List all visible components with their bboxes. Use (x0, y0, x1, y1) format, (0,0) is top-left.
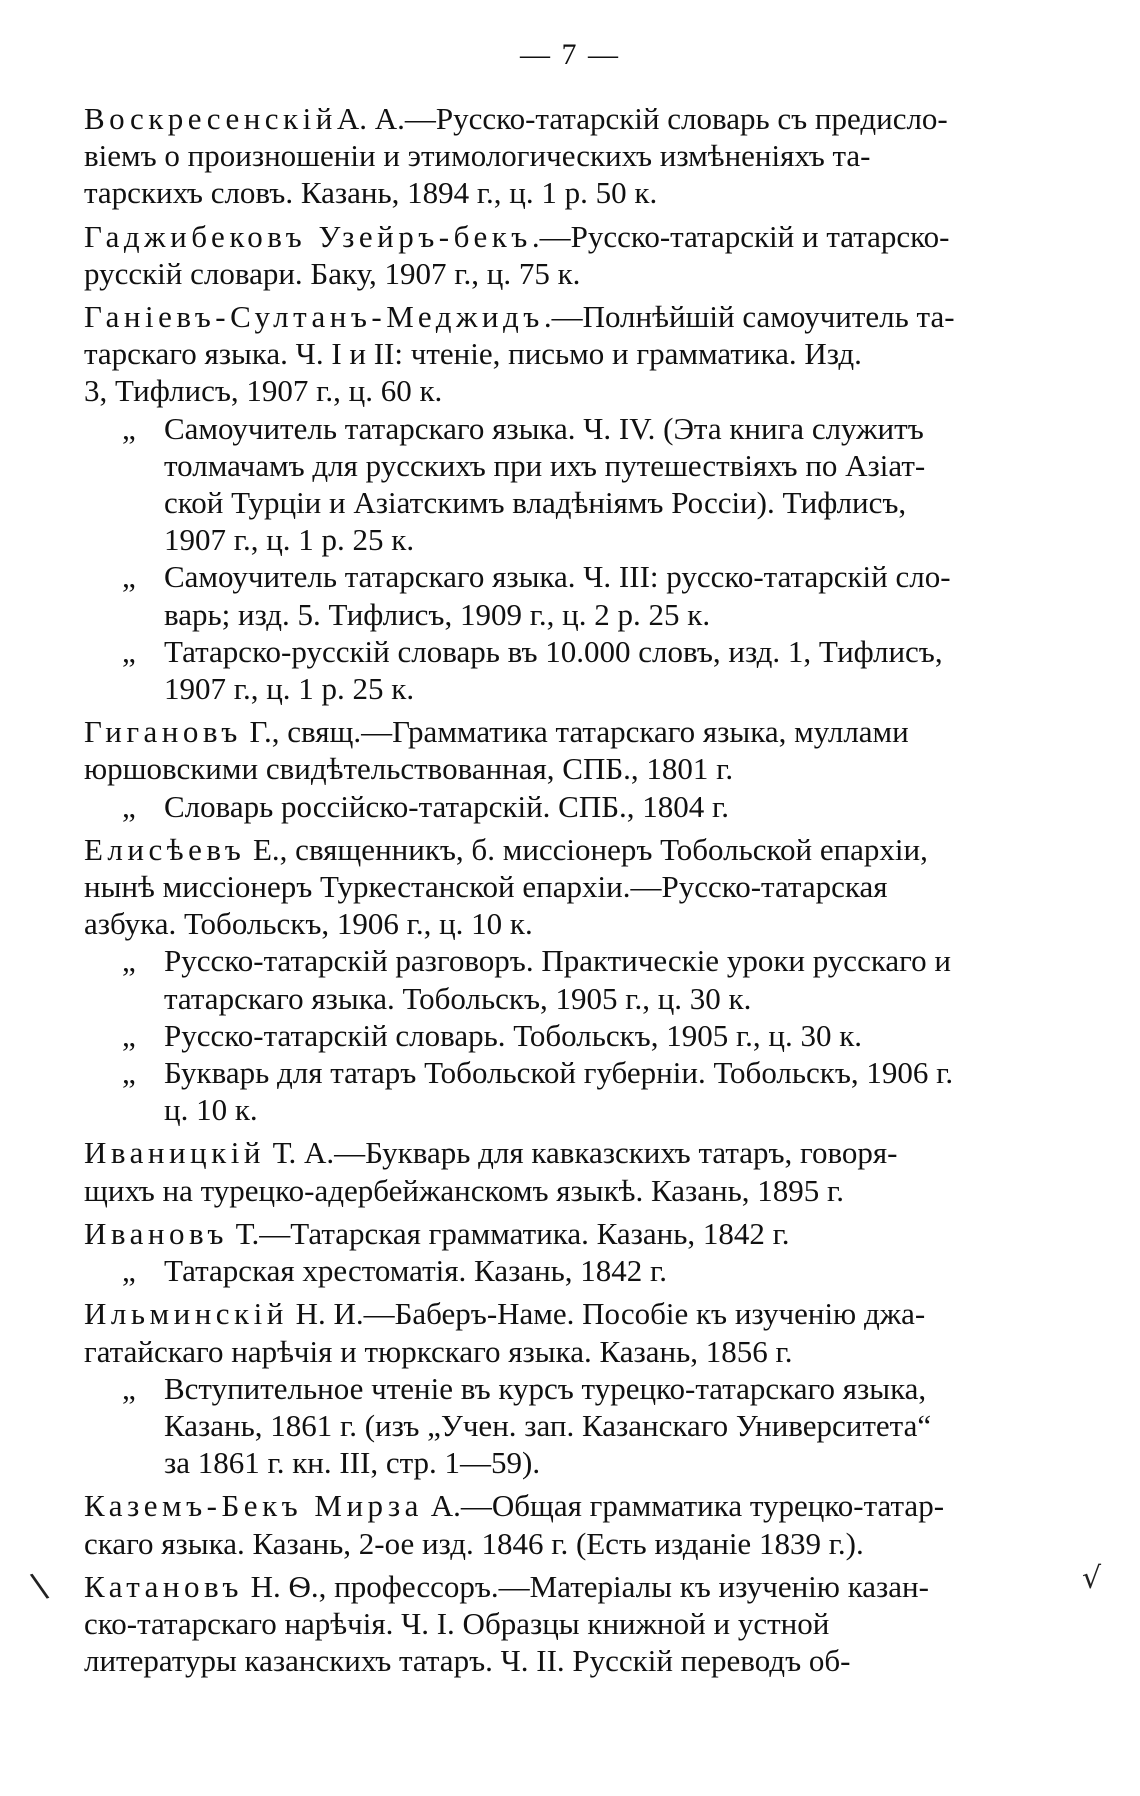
bibliography-entry (84, 713, 1074, 825)
entry-line (84, 713, 1074, 750)
entry-text: Т. А.—Букварь для кавказскихъ татаръ, говоря- (264, 1135, 898, 1171)
entry-author: Гаджибековъ Узейръ-бекъ (84, 218, 532, 254)
sub-entry (84, 1054, 1074, 1128)
entry-line: азбука. Тобольскъ, 1906 г., ц. 10 к. (84, 906, 533, 942)
sub-entry-line: Русско-татарскій разговоръ. Практическіе уроки русскаго и (164, 943, 951, 979)
entry-text: .—Русско-татарскій и татарско- (531, 218, 950, 254)
sub-entry-line: 1907 г., ц. 1 р. 25 к. (164, 671, 415, 707)
sub-entry-line: толмачамъ для русскихъ при ихъ путешествіяхъ по Азіат- (164, 447, 926, 483)
entry-line: щихъ на турецко-адербейжанскомъ языкѣ. Казань, 1895 г. (84, 1172, 844, 1208)
entry-line (84, 1215, 1074, 1252)
entry-line: литературы казанскихъ татаръ. Ч. II. Русскій переводъ об- (84, 1643, 851, 1679)
sub-entry (84, 558, 1074, 632)
sub-entry (84, 1370, 1074, 1482)
entry-line (84, 1568, 1074, 1605)
entry-line: нынѣ миссіонеръ Туркестанской епархіи.—Русско-татарская (84, 869, 888, 905)
sub-entry-line: Букварь для татаръ Тобольской губерніи. Тобольскъ, 1906 г. (164, 1055, 954, 1091)
bibliography-entry (84, 1487, 1074, 1561)
entry-line: юршовскими свидѣтельствованная, СПБ., 1801 г. (84, 751, 734, 787)
entry-author: Воскресенскій (84, 101, 337, 136)
pencil-checkmark-right: √ (1082, 1561, 1102, 1596)
sub-entry (84, 410, 1074, 559)
entry-text: Н. Ѳ., профессоръ.—Матеріалы къ изученію казан- (242, 1568, 929, 1604)
sub-entry-line: Казань, 1861 г. (изъ „Учен. зап. Казанскаго Университета“ (164, 1407, 932, 1443)
ditto-mark: „ (122, 788, 136, 824)
bibliography-entry (84, 218, 1074, 292)
sub-entry (84, 1252, 1074, 1289)
entry-line: віемъ о произношеніи и этимологическихъ измѣненіяхъ та- (84, 138, 871, 174)
entry-text: .—Полнѣйшій самоучитель та- (543, 299, 955, 335)
entry-line: скаго языка. Казань, 2-ое изд. 1846 г. (Есть изданіе 1839 г.). (84, 1525, 864, 1561)
entry-line (84, 298, 1074, 335)
pencil-mark-left: \ (27, 1565, 52, 1607)
bibliography-entry (84, 1568, 1074, 1680)
ditto-mark: „ (122, 410, 136, 446)
entry-line (84, 1295, 1074, 1332)
page-number: — 7 — (520, 38, 620, 71)
ditto-mark: „ (122, 1370, 136, 1406)
entry-author: Каземъ-Бекъ Мирза (84, 1488, 423, 1524)
entry-text: Г., свящ.—Грамматика татарскаго языка, муллами (241, 714, 909, 750)
entry-text: Е., священникъ, б. миссіонеръ Тобольской епархіи, (245, 831, 928, 867)
entry-line (84, 1487, 1074, 1524)
bibliography-entry (84, 298, 1074, 707)
entry-line: тарскихъ словъ. Казань, 1894 г., ц. 1 р. 50 к. (84, 175, 658, 211)
entry-author: Елисѣевъ (84, 831, 246, 867)
sub-entry-line: Русско-татарскій словарь. Тобольскъ, 1905 г., ц. 30 к. (164, 1017, 863, 1053)
bibliography-entry (84, 1295, 1074, 1481)
ditto-mark: „ (122, 1253, 136, 1289)
sub-entry-line: Самоучитель татарскаго языка. Ч. IV. (Эта книга служитъ (164, 410, 924, 446)
sub-entry-line: Вступительное чтеніе въ курсъ турецко-татарскаго языка, (164, 1370, 927, 1406)
ditto-mark: „ (122, 1017, 136, 1053)
bibliography-entry (84, 1215, 1074, 1289)
entry-author: Иваницкій (84, 1135, 265, 1171)
entry-line (84, 1134, 1074, 1171)
ditto-mark: „ (122, 1055, 136, 1091)
sub-entry-line: за 1861 г. кн. III, стр. 1—59). (164, 1445, 541, 1481)
sub-entry (84, 633, 1074, 707)
sub-entry (84, 788, 1074, 825)
entry-line: 3, Тифлисъ, 1907 г., ц. 60 к. (84, 373, 443, 409)
sub-entry (84, 942, 1074, 1016)
sub-entry-line: варь; изд. 5. Тифлисъ, 1909 г., ц. 2 р. 25 к. (164, 596, 711, 632)
entry-author: Ивановъ (84, 1215, 228, 1251)
sub-entry-line: Самоучитель татарскаго языка. Ч. III: русско-татарскій сло- (164, 559, 951, 595)
bibliography (84, 100, 1074, 1685)
sub-entry-line: ц. 10 к. (164, 1092, 258, 1128)
entry-author: Гигановъ (84, 714, 242, 750)
entry-text: Н. И.—Баберъ-Наме. Пособіе къ изученію джа- (287, 1296, 926, 1332)
ditto-mark: „ (122, 559, 136, 595)
sub-entry-line: Словарь россійско-татарскій. СПБ., 1804 г. (164, 788, 730, 824)
sub-entry-line: ской Турціи и Азіатскимъ владѣніямъ Россіи). Тифлисъ, (164, 485, 907, 521)
entry-author: Катановъ (84, 1568, 243, 1604)
entry-line (84, 831, 1074, 868)
sub-entry-line: татарскаго языка. Тобольскъ, 1905 г., ц. 30 к. (164, 980, 752, 1016)
bibliography-entry (84, 831, 1074, 1129)
entry-author: Ганіевъ-Султанъ-Меджидъ (84, 299, 544, 335)
entry-text: А.—Общая грамматика турецко-татар- (422, 1488, 945, 1524)
entry-line: ско-татарскаго нарѣчія. Ч. I. Образцы книжной и устной (84, 1605, 830, 1641)
entry-line: тарскаго языка. Ч. I и II: чтеніе, письмо и грамматика. Изд. (84, 336, 862, 372)
entry-line (84, 100, 1074, 137)
ditto-mark: „ (122, 943, 136, 979)
ditto-mark: „ (122, 633, 136, 669)
bibliography-entry (84, 1134, 1074, 1208)
entry-line (84, 218, 1074, 255)
entry-text: Т.—Татарская грамматика. Казань, 1842 г. (227, 1215, 790, 1251)
entry-line: гатайскаго нарѣчія и тюркскаго языка. Казань, 1856 г. (84, 1333, 793, 1369)
sub-entry-line: Татарско-русскій словарь въ 10.000 словъ, изд. 1, Тифлисъ, (164, 633, 943, 669)
sub-entry-line: Татарская хрестоматія. Казань, 1842 г. (164, 1253, 668, 1289)
entry-line: русскій словари. Баку, 1907 г., ц. 75 к. (84, 255, 581, 291)
entry-text: А. А.—Русско-татарскій словарь съ предисло- (336, 101, 948, 136)
bibliography-entry (84, 100, 1074, 212)
sub-entry (84, 1017, 1074, 1054)
entry-author: Ильминскій (84, 1296, 288, 1332)
sub-entry-line: 1907 г., ц. 1 р. 25 к. (164, 522, 415, 558)
